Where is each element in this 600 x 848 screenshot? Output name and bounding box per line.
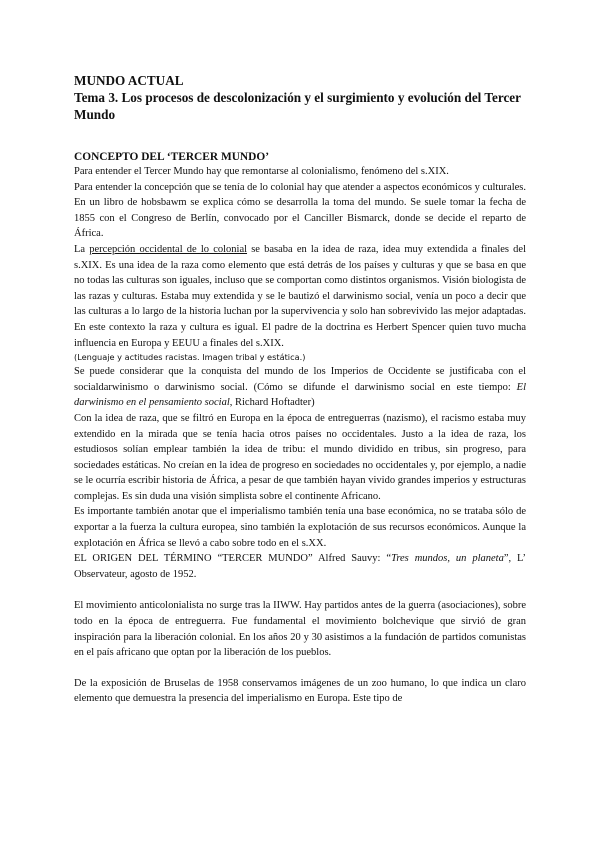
p3-post: se basaba en la idea de raza, idea muy extendida a finales del s.XIX. Es una idea de la raza como elemento que está detrás de los países y culturas y que se basa en que no todas las culturas son iguales, incluso que se comportan como distintos organismos. Visión biologista de las razas y culturas. Estaba muy extendida y se le bautizó el darwinismo social, venía un poco a decir que las culturas a lo largo de la historia luchan por la supervivencia y solo han sobrevivido las mejor adaptadas. En este contexto la raza y cultura es igual. El padre de la doctrina es Herbert Spencer quien tuvo mucha influencia en Europa y EEUU a finales del s.XIX. (74, 243, 526, 349)
p7-post: ”, L’ Observateur, agosto de 1952. (74, 553, 527, 580)
paragraph-brussels-expo: De la exposición de Bruselas de 1958 conservamos imágenes de un zoo humano, lo que indica un claro elemento que demuestra la presencia del imperialismo en Europa. Este tipo de (74, 677, 526, 705)
section-heading: CONCEPTO DEL ‘TERCER MUNDO’ (74, 151, 270, 163)
article-title: Tres mundos, un planeta (391, 553, 504, 565)
p4-pre: Se puede considerar que la conquista del mundo de los Imperios de Occidente se justificaba con el socialdarwinismo o darwinismo social. (Cómo se difunde el darwinismo social en este tiempo: (74, 366, 526, 393)
p7-pre: EL ORIGEN DEL TÉRMINO “TERCER MUNDO” Alfred Sauvy: “ (74, 553, 392, 565)
paragraph-intro: Para entender el Tercer Mundo hay que remontarse al colonialismo, fenómeno del s.XIX. (74, 166, 449, 177)
note-racist-language: (Lenguaje y actitudes racistas. Imagen tribal y estática.) (74, 352, 306, 363)
book-title: El darwinismo en el pensamiento social (74, 381, 526, 409)
course-title: MUNDO ACTUAL (74, 73, 184, 88)
paragraph-economic-basis: Es importante también anotar que el imperialismo también tenía una base económica, no se trataba sólo de exportar a la fuerza la cultura europea, sino también la explotación de sus recursos económicos. Aunque la explotación en África se llevó a cabo sobre todo en el s.XX. (74, 506, 526, 549)
topic-title: Tema 3. Los procesos de descolonización y el surgimiento y evolución del Tercer Mundo (74, 90, 521, 122)
p3-pre: La (74, 243, 90, 255)
underlined-phrase: percepción occidental de lo colonial (89, 243, 248, 255)
paragraph-race-tribe: Con la idea de raza, que se filtró en Europa en la época de entreguerras (nazismo), el racismo estaba muy extendido en la mirada que se tenía hacia otros países no occidentales. Justo a la idea de raza, los estudiosos solían emplear también la idea de tribu: el mundo dividido en tribus, sin progreso, para sociedades estáticas. No creían en la idea de progreso en sociedades no occidentales y, por ejemplo, a nadie se le ocurría escribir historia de África, a pesar de que también hayan vivido grandes imperios y estructuras complejas. Es sin duda una visión simplista sobre el continente Africano. (74, 412, 526, 502)
p4-post: , Richard Hoftadter) (229, 397, 315, 409)
paragraph-race-perception (74, 242, 526, 351)
paragraph-colonial-conception: Para entender la concepción que se tenía de lo colonial hay que atender a aspectos económicos y culturales. En un libro de hobsbawm se explica cómo se desarrolla la toma del mundo. Se suele tomar la fecha de 1855 con el Congreso de Berlín, convocado por el Canciller Bismarck, donde se decide el reparto de África. (74, 181, 526, 240)
page-content (74, 72, 526, 707)
paragraph-social-darwinism (74, 364, 526, 411)
paragraph-anticolonial-movement: El movimiento anticolonialista no surge tras la IIWW. Hay partidos antes de la guerra (asociaciones), sobre todo en la época de entreguerra. Fue fundamental el movimiento bolchevique que sirvió de gran inspiración para la liberación colonial. En los años 20 y 30 asistimos a la fundación de partidos comunistas en el país africano que optan por la liberación de los pueblos. (74, 600, 526, 659)
paragraph-term-origin (74, 551, 526, 582)
